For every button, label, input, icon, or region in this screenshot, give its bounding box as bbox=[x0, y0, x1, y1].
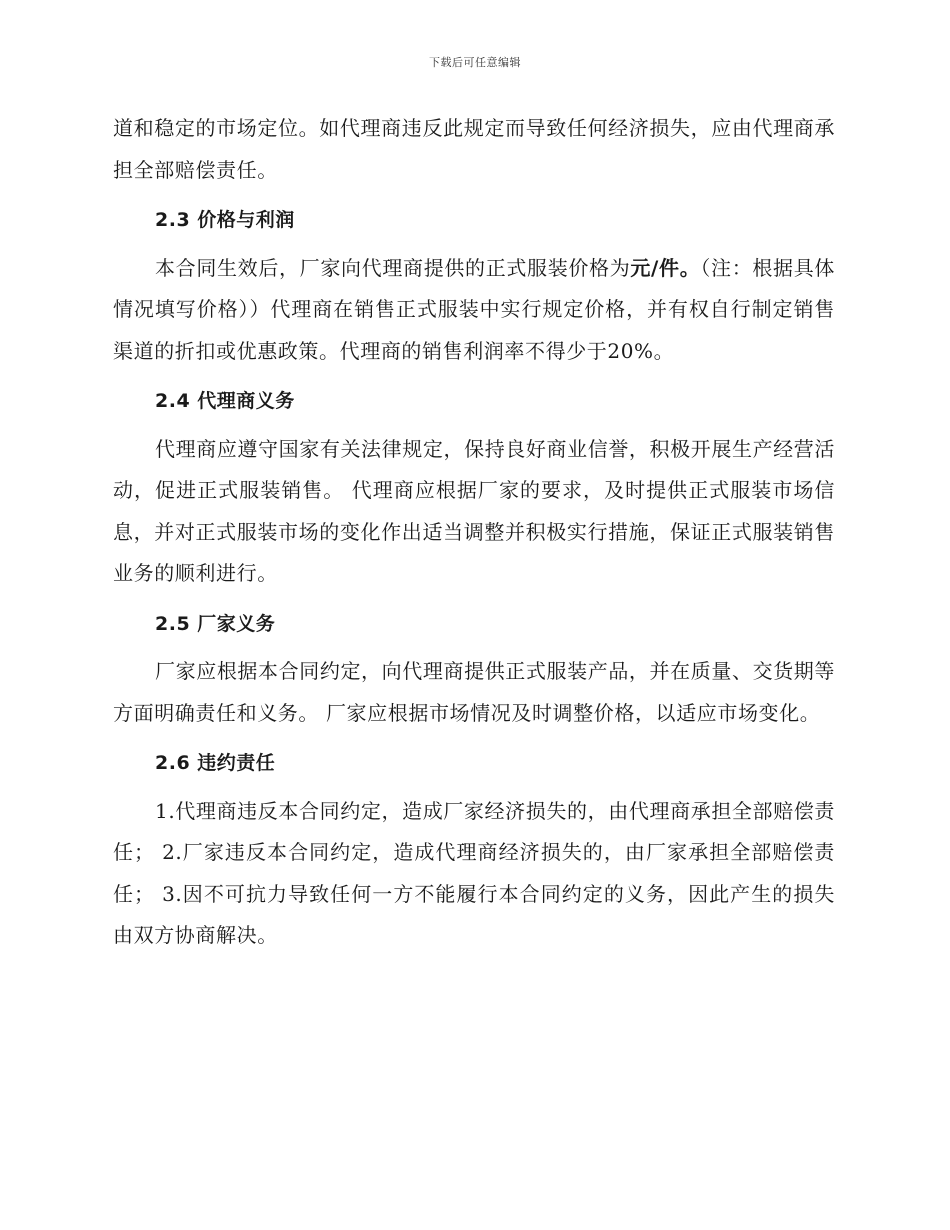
section-manufacturer-duties bbox=[113, 604, 835, 735]
section-price-profit bbox=[113, 200, 835, 372]
section-heading: 2.4 代理商义务 bbox=[155, 390, 295, 412]
section-paragraph: 厂家应根据本合同约定，向代理商提供正式服装产品，并在质量、交货期等方面明确责任和义务。 厂家应根据市场情况及时调整价格，以适应市场变化。 bbox=[113, 659, 835, 725]
section-heading: 2.3 价格与利润 bbox=[155, 209, 295, 231]
section-paragraph: 代理商应遵守国家有关法律规定，保持良好商业信誉，积极开展生产经营活动，促进正式服装销售。 代理商应根据厂家的要求，及时提供正式服装市场信息，并对正式服装市场的变化作出适当调整并积极实行措施，保证正式服装销售业务的顺利进行。 bbox=[113, 436, 835, 585]
price-unit: 元/件。 bbox=[630, 255, 701, 280]
section-paragraph: 1.代理商违反本合同约定，造成厂家经济损失的，由代理商承担全部赔偿责任； 2.厂家违反本合同约定，造成代理商经济损失的，由厂家承担全部赔偿责任； 3.因不可抗力导致任何一方不能履行本合同约定的义务，因此产生的损失由双方协商解决。 bbox=[113, 798, 835, 947]
price-text-before: 本合同生效后，厂家向代理商提供的正式服装价格为 bbox=[155, 255, 631, 280]
price-text-after: （注：根据具体情况填写价格））代理商在销售正式服装中实行规定价格，并有权自行制定销售渠道的折扣或优惠政策。代理商的销售利润率不得少于20%。 bbox=[113, 255, 835, 363]
page-header: 下载后可任意编辑 bbox=[429, 56, 521, 69]
section-paragraph bbox=[113, 248, 835, 373]
section-liability bbox=[113, 743, 835, 957]
section-agent-duties bbox=[113, 381, 835, 595]
section-heading: 2.6 违约责任 bbox=[155, 752, 276, 774]
document-body bbox=[113, 108, 835, 961]
section-heading: 2.5 厂家义务 bbox=[155, 612, 276, 635]
intro-paragraph: 道和稳定的市场定位。如代理商违反此规定而导致任何经济损失，应由代理商承担全部赔偿责任。 bbox=[113, 116, 835, 182]
